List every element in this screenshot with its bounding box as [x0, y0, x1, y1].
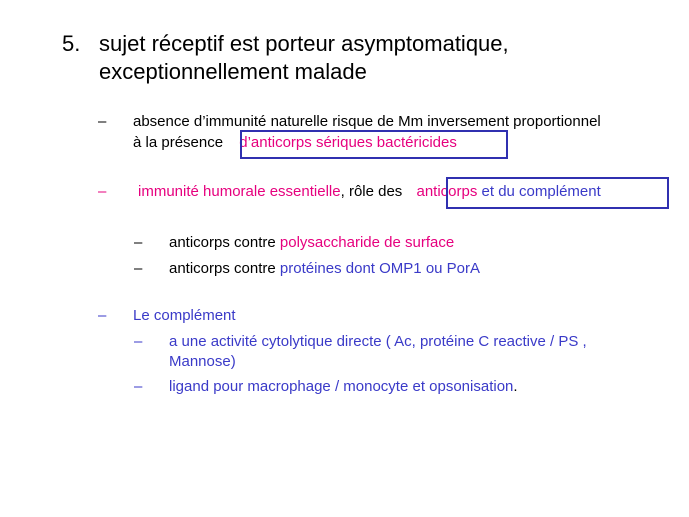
- bullet7-text: ligand pour macrophage / monocyte et opsonisation: [169, 378, 514, 395]
- slide-title-line1: sujet réceptif est porteur asymptomatique,: [99, 31, 509, 56]
- bullet2-antibodies: anticorps: [416, 183, 478, 200]
- bullet6-line2: Mannose): [169, 353, 236, 370]
- bullet5-line: Le complément: [133, 307, 236, 324]
- highlight-box-complement: [446, 177, 669, 209]
- bullet3-line: [169, 233, 454, 252]
- bullet-dash: –: [98, 307, 107, 324]
- bullet7-line: [169, 377, 518, 396]
- bullet6-line1: a une activité cytolytique directe ( Ac, protéine C reactive / PS ,: [169, 333, 587, 350]
- bullet2-highlight: immunité humorale essentielle: [138, 183, 341, 200]
- bullet-dash: –: [98, 113, 107, 130]
- bullet-dash: –: [134, 378, 143, 395]
- bullet2-middle: , rôle des: [340, 183, 403, 200]
- bullet4-line: [169, 259, 480, 278]
- bullet-dash: –: [134, 333, 143, 350]
- bullet1-line1: absence d’immunité naturelle risque de Mm inversement proportionnel: [133, 113, 601, 130]
- bullet1-highlight: d’anticorps sériques bactéricides: [239, 134, 457, 151]
- bullet3-prefix: anticorps contre: [169, 234, 276, 251]
- bullet-dash: –: [98, 183, 107, 200]
- bullet7-end: .: [513, 378, 518, 395]
- slide-number: 5.: [62, 31, 81, 56]
- bullet3-highlight: polysaccharide de surface: [279, 234, 455, 251]
- bullet-dash: –: [134, 234, 143, 251]
- slide-title: [99, 30, 659, 86]
- bullet4-highlight: protéines dont OMP1 ou PorA: [279, 260, 481, 277]
- bullet2-end: et du complément: [477, 183, 601, 200]
- highlight-box-antibodies: [240, 130, 508, 159]
- slide-title-line2: exceptionnellement malade: [99, 59, 367, 84]
- bullet4-prefix: anticorps contre: [169, 260, 276, 277]
- bullet-dash: –: [134, 260, 143, 277]
- bullet1-prefix: à la présence: [133, 134, 224, 151]
